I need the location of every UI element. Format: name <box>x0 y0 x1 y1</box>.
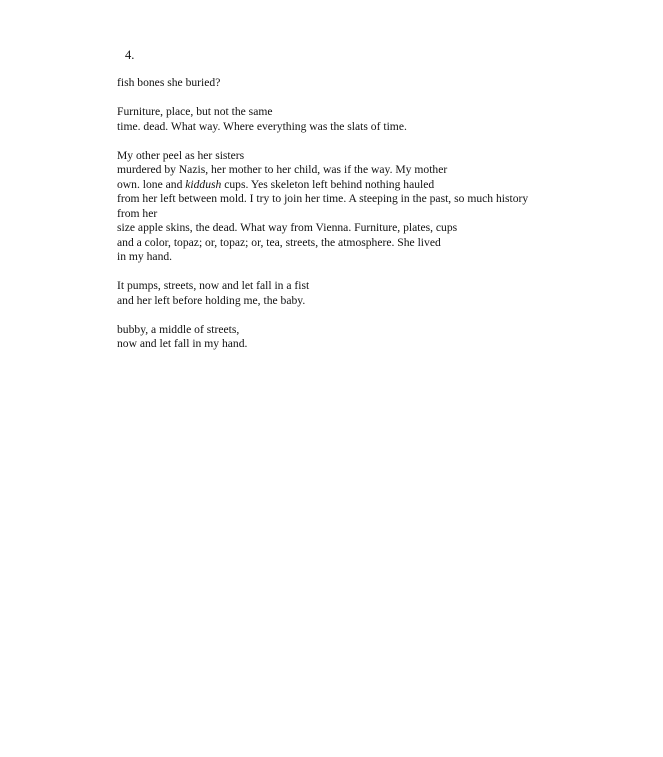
line-text-before: own. lone and <box>117 177 186 191</box>
line-text-after: cups. Yes skeleton left behind nothing hauled <box>221 177 435 191</box>
italic-word: kiddush <box>185 177 222 191</box>
poem-line: and her left before holding me, the baby. <box>117 293 306 307</box>
stanza-2 <box>117 105 537 134</box>
poem-line: from her left between mold. I try to join her time. A steeping in the past, so much history from her <box>117 192 529 220</box>
poem-line: and a color, topaz; or, topaz; or, tea, streets, the atmosphere. She lived <box>117 235 441 249</box>
stanza-1 <box>117 76 537 91</box>
stanza-3 <box>117 149 537 265</box>
poem-body <box>117 76 537 366</box>
poem-line: time. dead. What way. Where everything was the slats of time. <box>117 119 407 133</box>
page-number: 4. <box>125 48 135 62</box>
poem-line: murdered by Nazis, her mother to her child, was if the way. My mother <box>117 163 448 176</box>
poem-line: fish bones she buried? <box>117 76 221 89</box>
poem-line: My other peel as her sisters <box>117 148 245 162</box>
poem-line: It pumps, streets, now and let fall in a fist <box>117 279 310 292</box>
poem-line: Furniture, place, but not the same <box>117 105 273 118</box>
poem-line: in my hand. <box>117 250 173 263</box>
poem-line: bubby, a middle of streets, <box>117 322 240 336</box>
poem-line: now and let fall in my hand. <box>117 337 248 350</box>
stanza-5 <box>117 323 537 352</box>
poem-line: size apple skins, the dead. What way from Vienna. Furniture, plates, cups <box>117 221 458 234</box>
stanza-4 <box>117 279 537 308</box>
poem-line-with-italic <box>117 178 537 193</box>
